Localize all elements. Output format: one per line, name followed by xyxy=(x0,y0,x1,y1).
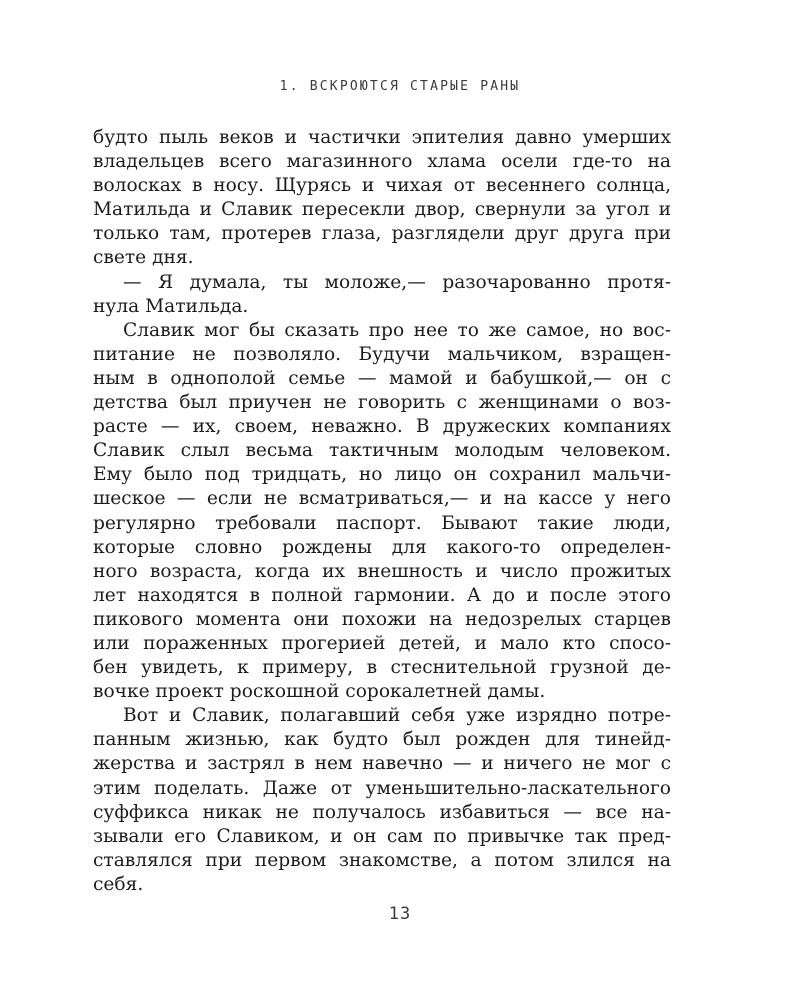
text-line: ным в однополой семье — мамой и бабушкой,— он с xyxy=(93,367,671,389)
text-line: Матильда и Славик пересекли двор, свернули за угол и xyxy=(93,199,671,221)
text-line: этим поделать. Даже от уменьшительно-ласкательного xyxy=(93,777,671,799)
paragraph xyxy=(93,704,671,897)
text-line: шеское — если не всматриваться,— и на кассе у него xyxy=(93,488,671,510)
text-line: Вот и Славик, полагавший себя уже изрядно потре- xyxy=(123,705,671,727)
paragraph xyxy=(93,271,671,319)
text-line: ного возраста, когда их внешность и число прожитых xyxy=(93,560,671,582)
text-line: ставлялся при первом знакомстве, а потом злился на xyxy=(93,849,671,871)
text-line: пикового момента они похожи на недозрелых старцев xyxy=(93,608,671,630)
text-line: свете дня. xyxy=(93,247,194,269)
text-line: или пораженных прогерией детей, и мало кто спосо- xyxy=(93,632,671,654)
paragraph xyxy=(93,126,671,271)
text-line: регулярно требовали паспорт. Бывают такие люди, xyxy=(93,512,671,534)
text-line: — Я думала, ты моложе,— разочарованно протя- xyxy=(123,271,671,293)
text-line: себя. xyxy=(93,873,144,895)
text-line: панным жизнью, как будто был рожден для тинейд- xyxy=(93,729,671,751)
text-line: Ему было под тридцать, но лицо он сохранил мальчи- xyxy=(93,464,671,486)
text-line: вочке проект роскошной сорокалетней дамы. xyxy=(93,681,546,703)
text-line: будто пыль веков и частички эпителия давно умерших xyxy=(93,127,671,148)
page-number: 13 xyxy=(388,904,412,924)
text-line: Славик слыл весьма тактичным молодым человеком. xyxy=(93,440,671,462)
text-line: питание не позволяло. Будучи мальчиком, взращен- xyxy=(93,343,671,365)
text-line: которые словно рождены для какого-то определен- xyxy=(93,536,671,558)
text-line: только там, протерев глаза, разглядели друг друга при xyxy=(93,223,671,245)
text-line: жерства и застрял в нем навечно — и ничего не мог с xyxy=(93,753,671,775)
text-line: зывали его Славиком, и он сам по привычке так пред- xyxy=(93,825,671,847)
text-line: бен увидеть, к примеру, в стеснительной грузной де- xyxy=(93,657,671,679)
text-line: суффикса никак не получалось избавиться — все на- xyxy=(93,801,671,823)
running-header: 1. ВСКРОЮТСЯ СТАРЫЕ РАНЫ xyxy=(279,79,521,94)
text-line: лет находятся в полной гармонии. А до и после этого xyxy=(93,584,671,606)
text-line: волосках в носу. Щурясь и чихая от весеннего солнца, xyxy=(93,175,671,197)
paragraph xyxy=(93,319,671,705)
text-line: расте — их, своем, неважно. В дружеских компаниях xyxy=(93,416,671,438)
text-line: Славик мог бы сказать про нее то же самое, но вос- xyxy=(123,319,671,341)
text-line: детства был приучен не говорить с женщинами о воз- xyxy=(93,392,671,414)
text-line: владельцев всего магазинного хлама осели где-то на xyxy=(93,151,671,173)
body-text xyxy=(93,126,671,897)
text-line: нула Матильда. xyxy=(93,295,249,317)
